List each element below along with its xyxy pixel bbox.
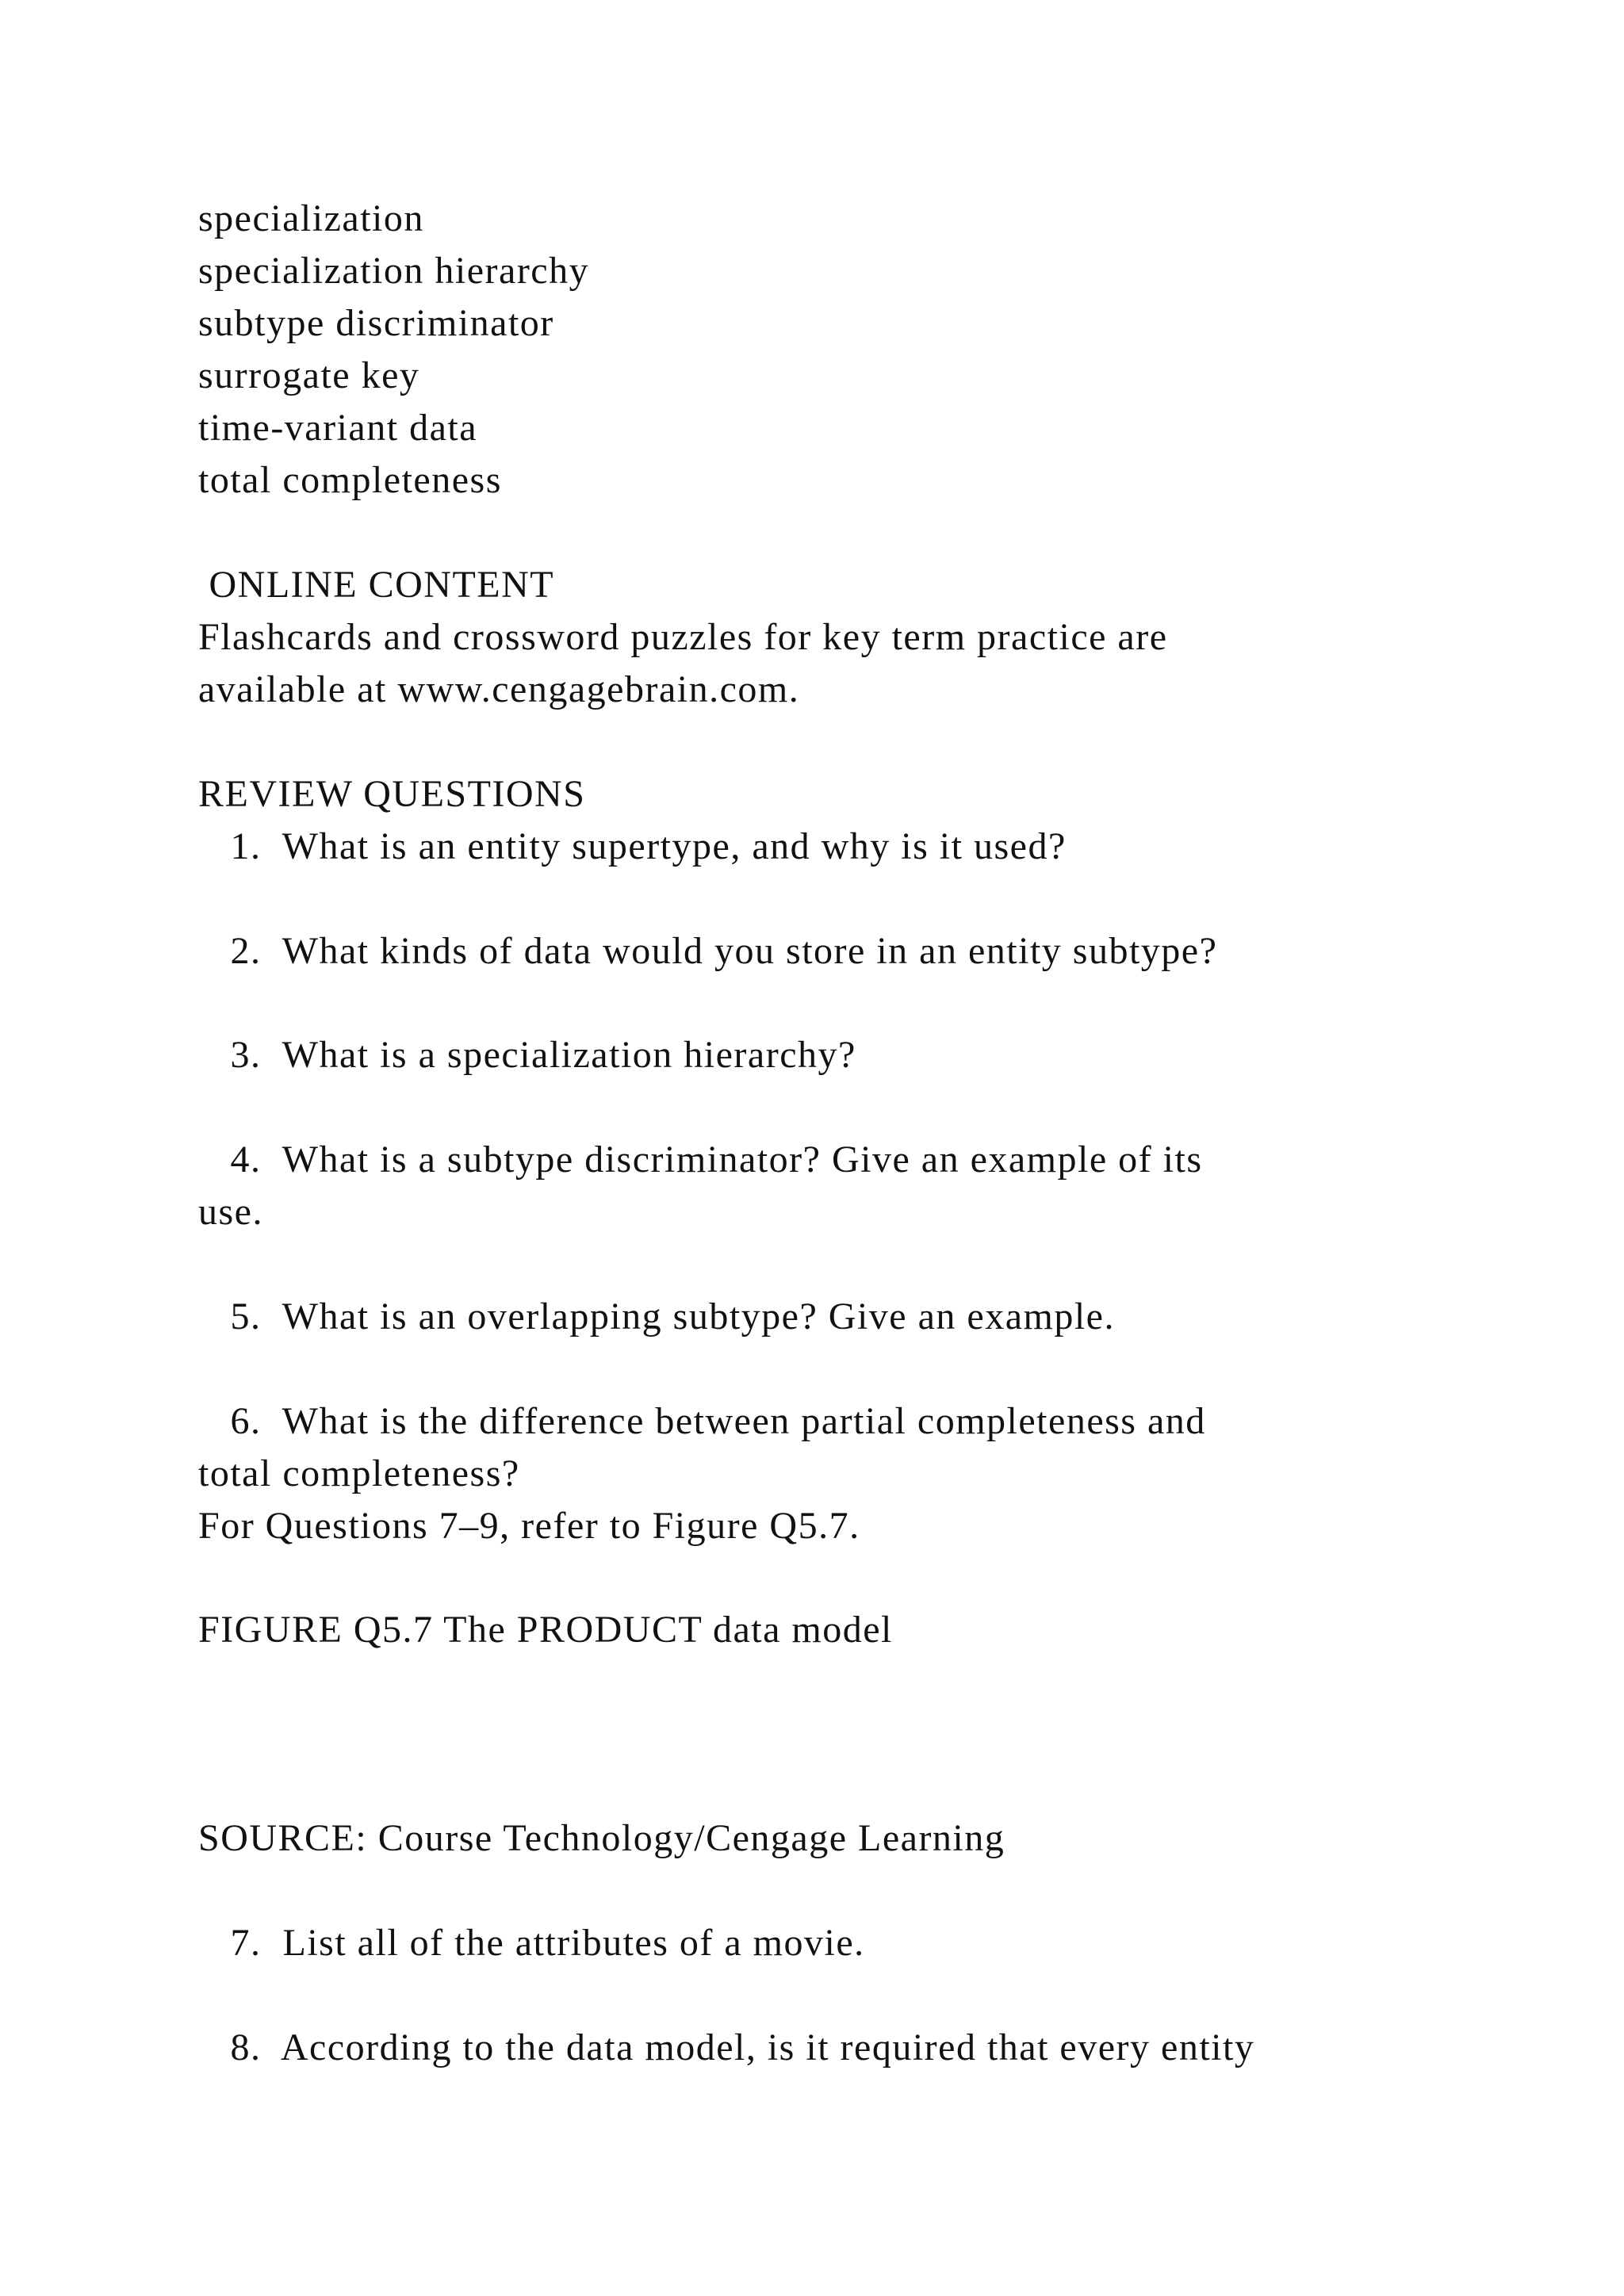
key-term: subtype discriminator xyxy=(198,302,554,344)
question-4: 4. What is a subtype discriminator? Give an example of its xyxy=(198,1138,1203,1181)
key-term: specialization hierarchy xyxy=(198,250,590,292)
question-2: 2. What kinds of data would you store in an entity subtype? xyxy=(198,930,1218,972)
key-term: total completeness xyxy=(198,459,502,501)
question-3: 3. What is a specialization hierarchy? xyxy=(198,1034,856,1076)
key-term: time-variant data xyxy=(198,407,478,449)
question-4-continued: use. xyxy=(198,1191,263,1233)
key-term: specialization xyxy=(198,197,424,239)
question-7: 7. List all of the attributes of a movie. xyxy=(198,1922,865,1964)
online-content-text: available at www.cengagebrain.com. xyxy=(198,668,800,710)
review-questions-heading: REVIEW QUESTIONS xyxy=(198,773,586,815)
figure-source: SOURCE: Course Technology/Cengage Learning xyxy=(198,1817,1005,1859)
question-5: 5. What is an overlapping subtype? Give an example. xyxy=(198,1295,1115,1337)
figure-reference: For Questions 7–9, refer to Figure Q5.7. xyxy=(198,1505,860,1547)
question-6: 6. What is the difference between partial completeness and xyxy=(198,1400,1206,1442)
key-term: surrogate key xyxy=(198,354,420,396)
online-content-text: Flashcards and crossword puzzles for key term practice are xyxy=(198,616,1168,658)
question-1: 1. What is an entity supertype, and why is it used? xyxy=(198,825,1067,867)
figure-caption: FIGURE Q5.7 The PRODUCT data model xyxy=(198,1609,893,1651)
question-8: 8. According to the data model, is it required that every entity xyxy=(198,2026,1255,2068)
online-content-heading: ONLINE CONTENT xyxy=(198,564,555,606)
question-6-continued: total completeness? xyxy=(198,1452,520,1494)
